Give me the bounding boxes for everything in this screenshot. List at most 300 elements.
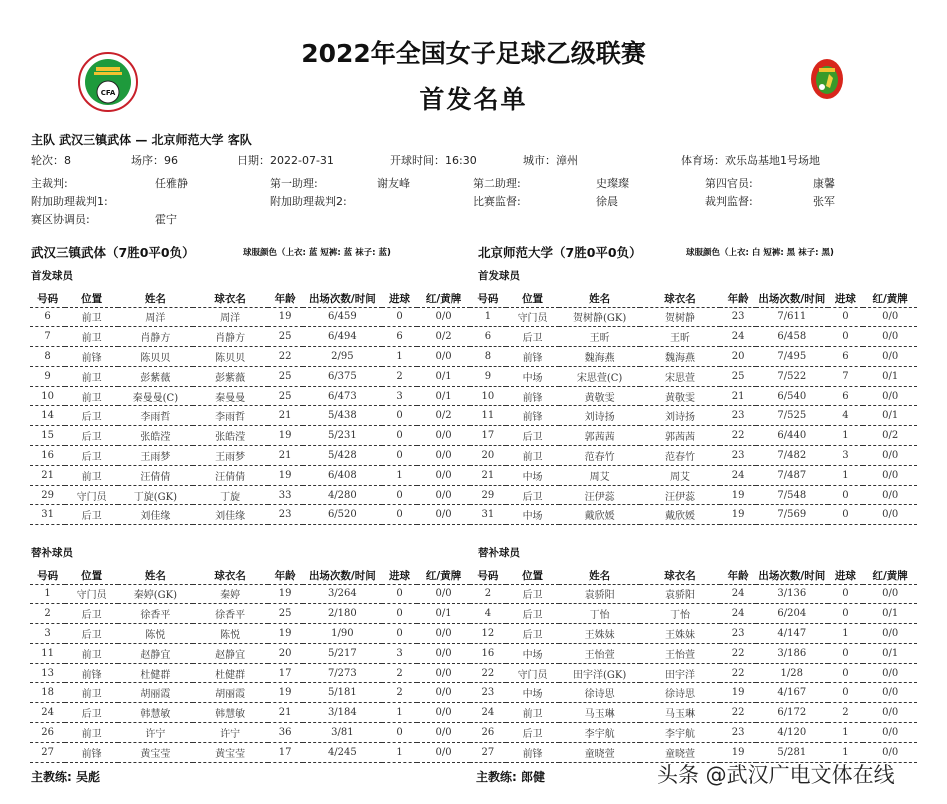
table-cell: 2/95	[303, 347, 382, 367]
table-row	[30, 703, 470, 723]
away-team-name: 北京师范大学（7胜0平0负）	[478, 245, 642, 260]
table-cell: 5/231	[303, 426, 382, 446]
watermark-text: 头条 @武汉广电文体在线	[657, 763, 895, 787]
table-row	[470, 347, 917, 367]
table-cell: 0/1	[863, 643, 917, 663]
column-header: 球衣名	[640, 290, 720, 307]
table-cell: 0/2	[863, 426, 917, 446]
column-header: 位置	[506, 567, 560, 584]
table-cell: 4	[828, 406, 864, 426]
table-cell: 3/184	[303, 703, 382, 723]
table-cell: 赵静宜	[193, 643, 268, 663]
home-kit-colors: 球服颜色（上衣: 蓝 短裤: 蓝 袜子: 蓝)	[243, 248, 391, 258]
table-row	[30, 505, 470, 525]
table-cell: 0/0	[863, 465, 917, 485]
column-header: 进球	[382, 567, 417, 584]
table-row	[470, 406, 917, 426]
table-cell: 7/548	[756, 485, 828, 505]
column-header: 球衣名	[193, 290, 268, 307]
fourth-official-label: 第四官员:	[705, 177, 753, 190]
table-cell: 中场	[506, 505, 560, 525]
date-info: 日期：2022-07-31	[237, 154, 334, 167]
supervisor-value: 徐晨	[596, 195, 618, 208]
table-cell: 0/2	[417, 406, 470, 426]
table-row	[470, 307, 917, 327]
table-cell: 3/81	[303, 723, 382, 743]
table-cell: 0/0	[417, 723, 470, 743]
table-cell: 11	[470, 406, 506, 426]
table-cell: 2	[382, 663, 417, 683]
table-cell: 27	[470, 742, 506, 762]
table-cell: 刘诗扬	[640, 406, 720, 426]
table-row	[470, 723, 917, 743]
table-cell: 秦曼曼(C)	[118, 386, 193, 406]
table-cell: 0/0	[863, 723, 917, 743]
table-cell: 1	[828, 742, 864, 762]
column-header: 红/黄牌	[863, 567, 917, 584]
column-header: 进球	[382, 290, 417, 307]
city-info: 城市：漳州	[523, 154, 578, 167]
table-cell: 4/280	[303, 485, 382, 505]
table-cell: 杜健群	[193, 663, 268, 683]
table-cell: 魏海燕	[559, 347, 639, 367]
table-cell: 前锋	[506, 386, 560, 406]
table-cell: 童晓萱	[559, 742, 639, 762]
home-starters-label: 首发球员	[31, 270, 73, 282]
table-cell: 后卫	[506, 485, 560, 505]
column-header: 出场次数/时间	[756, 290, 828, 307]
table-cell: 6/440	[756, 426, 828, 446]
table-cell: 前锋	[65, 663, 118, 683]
table-cell: 后卫	[506, 584, 560, 604]
table-cell: 6/458	[756, 327, 828, 347]
column-header: 号码	[30, 290, 65, 307]
column-header: 号码	[30, 567, 65, 584]
column-header: 姓名	[559, 567, 639, 584]
table-cell: 张皓滢	[193, 426, 268, 446]
table-cell: 19	[720, 505, 756, 525]
table-cell: 3/264	[303, 584, 382, 604]
table-row	[30, 465, 470, 485]
table-cell: 8	[470, 347, 506, 367]
table-cell: 前卫	[65, 643, 118, 663]
table-row	[30, 742, 470, 762]
table-cell: 21	[720, 386, 756, 406]
table-cell: 0/2	[417, 327, 470, 347]
table-cell: 黄敬雯	[640, 386, 720, 406]
table-cell: 李雨哲	[193, 406, 268, 426]
league-logo-icon	[810, 58, 844, 100]
table-row	[30, 446, 470, 466]
table-cell: 7/487	[756, 465, 828, 485]
column-header: 出场次数/时间	[303, 290, 382, 307]
page-subtitle: 首发名单	[419, 85, 528, 114]
table-cell: 15	[30, 426, 65, 446]
table-cell: 丁旋(GK)	[118, 485, 193, 505]
table-cell: 29	[30, 485, 65, 505]
table-cell: 徐香平	[118, 604, 193, 624]
table-cell: 22	[720, 643, 756, 663]
table-row	[30, 683, 470, 703]
table-row	[470, 505, 917, 525]
table-cell: 5/217	[303, 643, 382, 663]
column-header: 位置	[506, 290, 560, 307]
table-header-row	[470, 567, 917, 584]
table-cell: 7	[828, 366, 864, 386]
referee-value: 任雅静	[155, 177, 188, 190]
table-cell: 6/375	[303, 366, 382, 386]
table-cell: 3	[382, 643, 417, 663]
stadium-info: 体育场：欢乐岛基地1号场地	[681, 154, 820, 167]
table-cell: 0/0	[417, 465, 470, 485]
table-cell: 贺树静(GK)	[559, 307, 639, 327]
column-header: 号码	[470, 567, 506, 584]
table-cell: 陈贝贝	[118, 347, 193, 367]
table-cell: 王怡萱	[640, 643, 720, 663]
table-cell: 1/90	[303, 624, 382, 644]
table-cell: 0	[828, 663, 864, 683]
table-cell: 前卫	[65, 366, 118, 386]
table-cell: 3/186	[756, 643, 828, 663]
table-cell: 守门员	[65, 584, 118, 604]
table-cell: 7/482	[756, 446, 828, 466]
table-cell: 王昕	[640, 327, 720, 347]
table-cell: 前卫	[65, 307, 118, 327]
table-cell: 袁骄阳	[640, 584, 720, 604]
column-header: 姓名	[559, 290, 639, 307]
table-cell: 韩慧敏	[193, 703, 268, 723]
table-cell: 0/0	[417, 584, 470, 604]
table-cell: 24	[470, 703, 506, 723]
table-cell: 后卫	[506, 723, 560, 743]
table-cell: 0/0	[863, 703, 917, 723]
table-cell: 3	[30, 624, 65, 644]
table-cell: 24	[720, 327, 756, 347]
table-cell: 0/0	[863, 624, 917, 644]
table-cell: 13	[30, 663, 65, 683]
table-row	[470, 446, 917, 466]
table-cell: 4	[470, 604, 506, 624]
table-cell: 0/0	[863, 505, 917, 525]
table-cell: 6	[30, 307, 65, 327]
table-cell: 0/0	[417, 703, 470, 723]
table-row	[30, 327, 470, 347]
table-cell: 周洋	[193, 307, 268, 327]
table-cell: 赵静宜	[118, 643, 193, 663]
table-cell: 1	[382, 465, 417, 485]
column-header: 球衣名	[193, 567, 268, 584]
column-header: 号码	[470, 290, 506, 307]
table-cell: 秦婷	[193, 584, 268, 604]
table-cell: 1	[30, 584, 65, 604]
table-cell: 19	[720, 742, 756, 762]
table-cell: 21	[268, 703, 303, 723]
table-cell: 1	[382, 742, 417, 762]
table-cell: 5/181	[303, 683, 382, 703]
table-cell: 31	[470, 505, 506, 525]
table-cell: 7/273	[303, 663, 382, 683]
table-cell: 0/0	[417, 643, 470, 663]
table-cell: 刘佳缘	[118, 505, 193, 525]
table-cell: 0	[382, 604, 417, 624]
ar1-value: 谢友峰	[377, 177, 410, 190]
table-cell: 16	[30, 446, 65, 466]
table-cell: 前卫	[65, 386, 118, 406]
table-cell: 1	[828, 723, 864, 743]
column-header: 红/黄牌	[417, 567, 470, 584]
page-title: 2022年全国女子足球乙级联赛	[301, 39, 646, 68]
table-cell: 20	[470, 446, 506, 466]
table-cell: 2/180	[303, 604, 382, 624]
table-cell: 0	[828, 505, 864, 525]
table-cell: 前卫	[65, 327, 118, 347]
table-cell: 6/520	[303, 505, 382, 525]
table-cell: 田宇洋(GK)	[559, 663, 639, 683]
column-header: 出场次数/时间	[756, 567, 828, 584]
table-cell: 0	[828, 584, 864, 604]
table-cell: 0/0	[417, 505, 470, 525]
table-cell: 19	[268, 584, 303, 604]
table-cell: 0	[828, 604, 864, 624]
table-cell: 20	[720, 347, 756, 367]
table-cell: 7/525	[756, 406, 828, 426]
column-header: 红/黄牌	[863, 290, 917, 307]
table-cell: 陈贝贝	[193, 347, 268, 367]
table-cell: 后卫	[506, 426, 560, 446]
table-cell: 36	[268, 723, 303, 743]
column-header: 年龄	[720, 290, 756, 307]
table-row	[30, 347, 470, 367]
table-cell: 0/0	[863, 663, 917, 683]
table-cell: 0/0	[863, 327, 917, 347]
table-cell: 3	[382, 386, 417, 406]
table-cell: 19	[268, 426, 303, 446]
table-cell: 中场	[506, 643, 560, 663]
table-cell: 范春竹	[640, 446, 720, 466]
table-cell: 19	[268, 683, 303, 703]
table-cell: 6	[828, 347, 864, 367]
table-cell: 23	[720, 446, 756, 466]
table-cell: 守门员	[506, 307, 560, 327]
table-cell: 0	[382, 485, 417, 505]
table-cell: 1	[382, 347, 417, 367]
table-cell: 31	[30, 505, 65, 525]
table-row	[30, 624, 470, 644]
table-cell: 4/147	[756, 624, 828, 644]
table-cell: 后卫	[506, 624, 560, 644]
table-cell: 33	[268, 485, 303, 505]
table-row	[470, 703, 917, 723]
table-cell: 胡丽霞	[118, 683, 193, 703]
table-row	[30, 386, 470, 406]
table-cell: 6/540	[756, 386, 828, 406]
table-cell: 童晓萱	[640, 742, 720, 762]
supervisor-label: 比赛监督:	[473, 195, 521, 208]
table-cell: 0	[828, 643, 864, 663]
table-cell: 16	[470, 643, 506, 663]
column-header: 姓名	[118, 567, 193, 584]
ar2-value: 史璨璨	[596, 177, 629, 190]
table-cell: 21	[470, 465, 506, 485]
table-cell: 23	[720, 723, 756, 743]
table-row	[470, 485, 917, 505]
coordinator-value: 霍宁	[155, 213, 177, 226]
table-cell: 郭茜茜	[640, 426, 720, 446]
svg-text:CFA: CFA	[100, 89, 116, 97]
table-row	[30, 366, 470, 386]
column-header: 年龄	[268, 567, 303, 584]
table-cell: 0/0	[417, 683, 470, 703]
table-cell: 中场	[506, 683, 560, 703]
table-cell: 1	[828, 465, 864, 485]
table-cell: 6/204	[756, 604, 828, 624]
table-cell: 0/1	[417, 366, 470, 386]
table-cell: 许宁	[193, 723, 268, 743]
table-cell: 0	[382, 307, 417, 327]
table-cell: 前锋	[506, 406, 560, 426]
table-cell: 0	[382, 505, 417, 525]
table-cell: 9	[30, 366, 65, 386]
table-cell: 王昕	[559, 327, 639, 347]
table-cell: 前卫	[65, 723, 118, 743]
table-cell: 23	[720, 624, 756, 644]
table-row	[470, 663, 917, 683]
table-cell: 14	[30, 406, 65, 426]
table-cell: 18	[30, 683, 65, 703]
column-header: 姓名	[118, 290, 193, 307]
table-cell: 前锋	[506, 742, 560, 762]
home-starters-table	[30, 290, 470, 525]
table-cell: 王怡萱	[559, 643, 639, 663]
fourth-official-value: 康馨	[813, 177, 835, 190]
table-cell: 2	[382, 366, 417, 386]
table-cell: 0	[382, 446, 417, 466]
table-cell: 杜健群	[118, 663, 193, 683]
table-cell: 19	[720, 683, 756, 703]
table-cell: 马玉琳	[640, 703, 720, 723]
table-cell: 周艾	[640, 465, 720, 485]
table-cell: 0/0	[863, 386, 917, 406]
table-cell: 0/1	[863, 366, 917, 386]
table-header-row	[30, 290, 470, 307]
column-header: 位置	[65, 290, 118, 307]
table-cell: 徐香平	[193, 604, 268, 624]
table-cell: 秦婷(GK)	[118, 584, 193, 604]
table-cell: 19	[720, 485, 756, 505]
kickoff-info: 开球时间：16:30	[390, 154, 477, 167]
table-cell: 0/0	[417, 663, 470, 683]
table-row	[30, 485, 470, 505]
away-kit-colors: 球服颜色（上衣: 白 短裤: 黑 袜子: 黑)	[686, 248, 834, 258]
table-cell: 彭紫薇	[118, 366, 193, 386]
table-cell: 23	[268, 505, 303, 525]
table-cell: 0	[382, 584, 417, 604]
table-cell: 0	[382, 723, 417, 743]
table-row	[30, 663, 470, 683]
table-cell: 郭茜茜	[559, 426, 639, 446]
table-cell: 黄宝莹	[193, 742, 268, 762]
table-cell: 后卫	[65, 426, 118, 446]
away-subs-label: 替补球员	[478, 547, 520, 559]
table-cell: 王姝妹	[640, 624, 720, 644]
table-cell: 中场	[506, 366, 560, 386]
table-header-row	[470, 290, 917, 307]
table-cell: 7/522	[756, 366, 828, 386]
table-cell: 21	[268, 406, 303, 426]
table-cell: 3/136	[756, 584, 828, 604]
table-cell: 25	[268, 386, 303, 406]
table-cell: 守门员	[506, 663, 560, 683]
table-cell: 5/428	[303, 446, 382, 466]
table-cell: 0/0	[417, 742, 470, 762]
table-cell: 后卫	[506, 604, 560, 624]
table-row	[470, 584, 917, 604]
table-cell: 中场	[506, 465, 560, 485]
table-cell: 韩慧敏	[118, 703, 193, 723]
table-cell: 19	[268, 307, 303, 327]
table-cell: 0	[828, 485, 864, 505]
table-cell: 7/569	[756, 505, 828, 525]
table-cell: 0/1	[863, 604, 917, 624]
table-cell: 8	[30, 347, 65, 367]
table-cell: 李雨哲	[118, 406, 193, 426]
table-cell: 25	[268, 366, 303, 386]
table-cell: 汪伊蕊	[559, 485, 639, 505]
table-cell: 0/0	[417, 485, 470, 505]
table-row	[30, 584, 470, 604]
table-cell: 1	[828, 426, 864, 446]
table-cell: 11	[30, 643, 65, 663]
table-cell: 汪倩倩	[118, 465, 193, 485]
table-cell: 6	[828, 386, 864, 406]
home-head-coach: 主教练: 吴彪	[31, 770, 100, 784]
table-cell: 22	[470, 663, 506, 683]
table-row	[470, 604, 917, 624]
table-cell: 周艾	[559, 465, 639, 485]
table-cell: 22	[268, 347, 303, 367]
table-cell: 22	[720, 426, 756, 446]
table-cell: 4/120	[756, 723, 828, 743]
table-cell: 22	[720, 663, 756, 683]
table-row	[470, 426, 917, 446]
table-cell: 22	[720, 703, 756, 723]
home-team-name: 武汉三镇武体（7胜0平0负）	[31, 245, 195, 260]
table-cell: 后卫	[65, 446, 118, 466]
ar2-label: 第二助理:	[473, 177, 521, 190]
table-cell: 0/1	[863, 406, 917, 426]
match-number-info: 场序：96	[131, 154, 178, 167]
table-cell: 肖静方	[193, 327, 268, 347]
table-cell: 0/0	[863, 307, 917, 327]
table-cell: 张皓滢	[118, 426, 193, 446]
table-cell: 0/0	[417, 426, 470, 446]
table-cell: 马玉琳	[559, 703, 639, 723]
table-cell: 陈悦	[118, 624, 193, 644]
table-cell: 戴欣媛	[640, 505, 720, 525]
table-cell: 前锋	[506, 347, 560, 367]
table-cell: 黄宝莹	[118, 742, 193, 762]
table-row	[470, 386, 917, 406]
table-cell: 25	[720, 366, 756, 386]
table-cell: 后卫	[65, 604, 118, 624]
away-subs-table	[470, 567, 917, 763]
table-cell: 0/0	[863, 446, 917, 466]
table-row	[30, 426, 470, 446]
table-cell: 0/0	[417, 446, 470, 466]
table-cell: 宋思萱	[640, 366, 720, 386]
table-row	[470, 683, 917, 703]
table-cell: 12	[470, 624, 506, 644]
